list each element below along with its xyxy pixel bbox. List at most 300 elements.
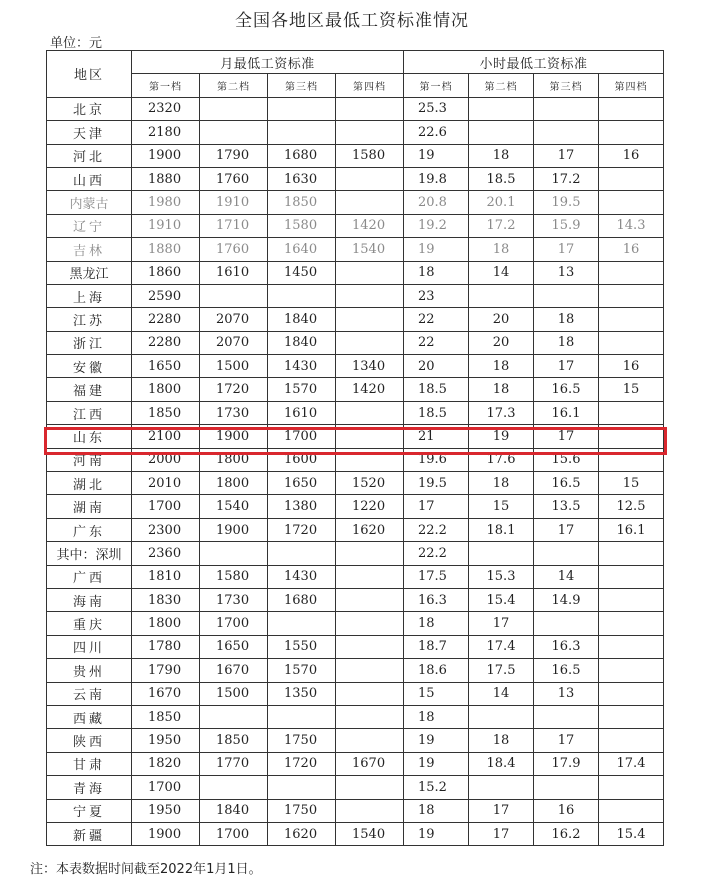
hourly-tier-1-cell: 19 bbox=[404, 729, 469, 752]
monthly-tier-4-cell: 1670 bbox=[336, 752, 404, 775]
hourly-tier-2-cell: 18 bbox=[469, 144, 534, 167]
hourly-tier-3-cell bbox=[534, 776, 599, 799]
hourly-tier-4-cell bbox=[599, 401, 664, 424]
hourly-tier-1-cell: 22.2 bbox=[404, 542, 469, 565]
hourly-tier-1-cell: 18.7 bbox=[404, 635, 469, 658]
monthly-tier-1-header: 第一档 bbox=[132, 74, 200, 97]
hourly-tier-2-cell: 18 bbox=[469, 472, 534, 495]
hourly-tier-4-cell bbox=[599, 635, 664, 658]
monthly-tier-4-cell bbox=[336, 401, 404, 424]
hourly-tier-4-cell: 16 bbox=[599, 238, 664, 261]
hourly-tier-4-cell bbox=[599, 588, 664, 611]
hourly-tier-3-cell bbox=[534, 284, 599, 307]
hourly-tier-3-cell: 14 bbox=[534, 565, 599, 588]
region-cell: 山西 bbox=[47, 167, 132, 190]
region-cell: 福建 bbox=[47, 378, 132, 401]
hourly-tier-1-cell: 18.6 bbox=[404, 659, 469, 682]
monthly-tier-3-cell: 1600 bbox=[268, 448, 336, 471]
monthly-tier-4-cell bbox=[336, 682, 404, 705]
table-row bbox=[47, 472, 664, 495]
region-cell: 重庆 bbox=[47, 612, 132, 635]
monthly-tier-1-cell: 1850 bbox=[132, 401, 200, 424]
hourly-tier-1-cell: 17 bbox=[404, 495, 469, 518]
monthly-tier-3-cell: 1570 bbox=[268, 378, 336, 401]
monthly-tier-1-cell: 1670 bbox=[132, 682, 200, 705]
region-cell: 新疆 bbox=[47, 822, 132, 845]
monthly-tier-4-cell bbox=[336, 729, 404, 752]
min-wage-table bbox=[46, 50, 664, 846]
monthly-tier-1-cell: 1880 bbox=[132, 167, 200, 190]
hourly-tier-4-cell bbox=[599, 705, 664, 728]
monthly-tier-2-cell: 1540 bbox=[200, 495, 268, 518]
region-cell: 天津 bbox=[47, 121, 132, 144]
region-cell: 江西 bbox=[47, 401, 132, 424]
monthly-tier-3-cell: 1580 bbox=[268, 214, 336, 237]
monthly-tier-4-cell bbox=[336, 191, 404, 214]
monthly-tier-3-cell bbox=[268, 97, 336, 120]
hourly-tier-3-cell: 17 bbox=[534, 518, 599, 541]
monthly-tier-4-cell bbox=[336, 542, 404, 565]
hourly-tier-1-cell: 20.8 bbox=[404, 191, 469, 214]
monthly-tier-2-cell: 2070 bbox=[200, 308, 268, 331]
monthly-tier-3-cell: 1720 bbox=[268, 518, 336, 541]
hourly-tier-4-cell: 16 bbox=[599, 355, 664, 378]
monthly-tier-2-cell: 1770 bbox=[200, 752, 268, 775]
hourly-tier-2-header: 第二档 bbox=[469, 74, 534, 97]
region-cell: 浙江 bbox=[47, 331, 132, 354]
monthly-tier-1-cell: 1900 bbox=[132, 822, 200, 845]
monthly-tier-3-cell bbox=[268, 121, 336, 144]
hourly-tier-2-cell: 18.1 bbox=[469, 518, 534, 541]
hourly-tier-3-cell: 13 bbox=[534, 261, 599, 284]
table-row bbox=[47, 121, 664, 144]
hourly-tier-3-cell: 16.5 bbox=[534, 472, 599, 495]
hourly-tier-3-cell: 16.1 bbox=[534, 401, 599, 424]
hourly-tier-4-cell bbox=[599, 612, 664, 635]
region-cell: 甘肃 bbox=[47, 752, 132, 775]
hourly-tier-2-cell: 17.4 bbox=[469, 635, 534, 658]
table-row bbox=[47, 565, 664, 588]
monthly-tier-4-header: 第四档 bbox=[336, 74, 404, 97]
hourly-tier-3-cell: 16.3 bbox=[534, 635, 599, 658]
monthly-tier-3-cell: 1840 bbox=[268, 308, 336, 331]
monthly-tier-4-cell bbox=[336, 308, 404, 331]
hourly-tier-4-cell bbox=[599, 121, 664, 144]
page-title: 全国各地区最低工资标准情况 bbox=[235, 11, 469, 31]
monthly-tier-1-cell: 1790 bbox=[132, 659, 200, 682]
monthly-tier-4-cell: 1580 bbox=[336, 144, 404, 167]
hourly-tier-2-cell: 15 bbox=[469, 495, 534, 518]
monthly-tier-4-cell bbox=[336, 612, 404, 635]
table-row bbox=[47, 401, 664, 424]
monthly-tier-1-cell: 1810 bbox=[132, 565, 200, 588]
hourly-tier-2-cell bbox=[469, 284, 534, 307]
monthly-tier-2-cell: 1790 bbox=[200, 144, 268, 167]
monthly-tier-1-cell: 2100 bbox=[132, 425, 200, 448]
hourly-tier-1-cell: 18.5 bbox=[404, 378, 469, 401]
hourly-tier-2-cell: 17.5 bbox=[469, 659, 534, 682]
hourly-tier-2-cell: 20 bbox=[469, 331, 534, 354]
hourly-tier-2-cell: 18.4 bbox=[469, 752, 534, 775]
table-row bbox=[47, 448, 664, 471]
monthly-tier-2-cell: 1760 bbox=[200, 238, 268, 261]
monthly-tier-2-cell: 1910 bbox=[200, 191, 268, 214]
unit-label: 单位：元 bbox=[50, 36, 103, 51]
hourly-tier-3-cell: 17 bbox=[534, 144, 599, 167]
hourly-tier-4-cell: 15 bbox=[599, 472, 664, 495]
table-row bbox=[47, 612, 664, 635]
region-cell: 江苏 bbox=[47, 308, 132, 331]
hourly-tier-1-cell: 19 bbox=[404, 238, 469, 261]
monthly-tier-3-cell: 1350 bbox=[268, 682, 336, 705]
monthly-tier-4-cell bbox=[336, 659, 404, 682]
table-row bbox=[47, 682, 664, 705]
monthly-tier-4-cell: 1420 bbox=[336, 378, 404, 401]
monthly-tier-4-cell: 1220 bbox=[336, 495, 404, 518]
hourly-tier-3-cell: 17 bbox=[534, 355, 599, 378]
region-cell: 河南 bbox=[47, 448, 132, 471]
hourly-tier-4-cell bbox=[599, 729, 664, 752]
monthly-tier-2-cell bbox=[200, 542, 268, 565]
hourly-tier-2-cell: 17.3 bbox=[469, 401, 534, 424]
region-cell: 陕西 bbox=[47, 729, 132, 752]
hourly-tier-3-cell bbox=[534, 612, 599, 635]
hourly-tier-2-cell: 18 bbox=[469, 378, 534, 401]
region-cell: 云南 bbox=[47, 682, 132, 705]
monthly-tier-4-cell bbox=[336, 776, 404, 799]
monthly-tier-3-cell bbox=[268, 612, 336, 635]
monthly-tier-4-cell bbox=[336, 425, 404, 448]
region-cell: 安徽 bbox=[47, 355, 132, 378]
monthly-tier-2-cell bbox=[200, 284, 268, 307]
hourly-tier-4-cell: 16 bbox=[599, 144, 664, 167]
hourly-tier-3-cell: 13 bbox=[534, 682, 599, 705]
monthly-tier-4-cell bbox=[336, 705, 404, 728]
monthly-tier-1-cell: 1950 bbox=[132, 729, 200, 752]
table-row bbox=[47, 495, 664, 518]
monthly-tier-4-cell: 1420 bbox=[336, 214, 404, 237]
hourly-tier-4-cell bbox=[599, 682, 664, 705]
monthly-tier-4-cell bbox=[336, 167, 404, 190]
monthly-tier-3-cell: 1700 bbox=[268, 425, 336, 448]
hourly-tier-4-cell bbox=[599, 167, 664, 190]
table-row bbox=[47, 308, 664, 331]
monthly-tier-1-cell: 1860 bbox=[132, 261, 200, 284]
monthly-tier-1-cell: 2590 bbox=[132, 284, 200, 307]
region-cell: 贵州 bbox=[47, 659, 132, 682]
monthly-tier-1-cell: 2000 bbox=[132, 448, 200, 471]
hourly-tier-2-cell: 18 bbox=[469, 729, 534, 752]
table-row bbox=[47, 799, 664, 822]
hourly-tier-1-cell: 16.3 bbox=[404, 588, 469, 611]
hourly-tier-2-cell bbox=[469, 542, 534, 565]
monthly-tier-3-cell: 1620 bbox=[268, 822, 336, 845]
hourly-tier-2-cell: 17 bbox=[469, 799, 534, 822]
table-row bbox=[47, 542, 664, 565]
monthly-tier-2-cell: 1760 bbox=[200, 167, 268, 190]
hourly-tier-4-cell: 15.4 bbox=[599, 822, 664, 845]
hourly-tier-2-cell bbox=[469, 776, 534, 799]
region-cell: 海南 bbox=[47, 588, 132, 611]
monthly-tier-1-cell: 1980 bbox=[132, 191, 200, 214]
hourly-tier-3-cell: 16.5 bbox=[534, 659, 599, 682]
table-row bbox=[47, 776, 664, 799]
table-body bbox=[47, 97, 664, 846]
monthly-tier-4-cell: 1540 bbox=[336, 822, 404, 845]
monthly-tier-2-cell: 1800 bbox=[200, 472, 268, 495]
hourly-tier-2-cell: 14 bbox=[469, 682, 534, 705]
hourly-tier-2-cell bbox=[469, 121, 534, 144]
monthly-tier-2-cell: 1670 bbox=[200, 659, 268, 682]
hourly-tier-2-cell: 19 bbox=[469, 425, 534, 448]
hourly-tier-4-cell bbox=[599, 308, 664, 331]
hourly-tier-3-cell: 17.2 bbox=[534, 167, 599, 190]
hourly-tier-1-cell: 22 bbox=[404, 331, 469, 354]
region-header: 地区 bbox=[47, 51, 132, 98]
region-cell: 广西 bbox=[47, 565, 132, 588]
monthly-tier-1-cell: 2300 bbox=[132, 518, 200, 541]
monthly-tier-2-cell: 1730 bbox=[200, 588, 268, 611]
table-row bbox=[47, 822, 664, 845]
monthly-tier-3-header: 第三档 bbox=[268, 74, 336, 97]
region-cell: 青海 bbox=[47, 776, 132, 799]
monthly-tier-3-cell: 1750 bbox=[268, 799, 336, 822]
table-row bbox=[47, 144, 664, 167]
hourly-tier-4-cell: 14.3 bbox=[599, 214, 664, 237]
hourly-tier-4-cell bbox=[599, 659, 664, 682]
monthly-tier-2-cell: 1900 bbox=[200, 425, 268, 448]
table-row bbox=[47, 331, 664, 354]
monthly-tier-3-cell: 1610 bbox=[268, 401, 336, 424]
table-row bbox=[47, 261, 664, 284]
hourly-tier-4-cell bbox=[599, 776, 664, 799]
hourly-tier-1-cell: 25.3 bbox=[404, 97, 469, 120]
hourly-tier-4-cell bbox=[599, 97, 664, 120]
hourly-tier-3-cell bbox=[534, 97, 599, 120]
monthly-tier-1-cell: 1800 bbox=[132, 612, 200, 635]
monthly-tier-1-cell: 2320 bbox=[132, 97, 200, 120]
header-row-tiers bbox=[47, 74, 664, 97]
monthly-tier-1-cell: 1780 bbox=[132, 635, 200, 658]
hourly-tier-1-cell: 19 bbox=[404, 144, 469, 167]
hourly-tier-2-cell bbox=[469, 705, 534, 728]
monthly-tier-2-cell bbox=[200, 776, 268, 799]
table-row bbox=[47, 191, 664, 214]
monthly-tier-1-cell: 1800 bbox=[132, 378, 200, 401]
hourly-tier-1-cell: 18.5 bbox=[404, 401, 469, 424]
monthly-tier-3-cell bbox=[268, 705, 336, 728]
region-cell: 宁夏 bbox=[47, 799, 132, 822]
monthly-tier-1-cell: 1650 bbox=[132, 355, 200, 378]
monthly-tier-2-cell: 1850 bbox=[200, 729, 268, 752]
region-cell: 广东 bbox=[47, 518, 132, 541]
monthly-tier-4-cell: 1340 bbox=[336, 355, 404, 378]
hourly-tier-2-cell bbox=[469, 97, 534, 120]
hourly-tier-1-cell: 19 bbox=[404, 752, 469, 775]
hourly-tier-3-cell: 15.9 bbox=[534, 214, 599, 237]
hourly-tier-1-cell: 22 bbox=[404, 308, 469, 331]
monthly-tier-4-cell bbox=[336, 331, 404, 354]
hourly-tier-4-cell: 16.1 bbox=[599, 518, 664, 541]
region-cell: 山东 bbox=[47, 425, 132, 448]
monthly-tier-1-cell: 2010 bbox=[132, 472, 200, 495]
monthly-tier-1-cell: 1950 bbox=[132, 799, 200, 822]
monthly-tier-1-cell: 2180 bbox=[132, 121, 200, 144]
monthly-tier-3-cell bbox=[268, 542, 336, 565]
hourly-tier-2-cell: 20.1 bbox=[469, 191, 534, 214]
hourly-tier-4-cell bbox=[599, 284, 664, 307]
hourly-tier-4-cell: 17.4 bbox=[599, 752, 664, 775]
monthly-tier-3-cell: 1380 bbox=[268, 495, 336, 518]
monthly-tier-3-cell: 1450 bbox=[268, 261, 336, 284]
hourly-tier-2-cell: 17.2 bbox=[469, 214, 534, 237]
table-row bbox=[47, 588, 664, 611]
region-cell: 内蒙古 bbox=[47, 191, 132, 214]
table-row bbox=[47, 97, 664, 120]
monthly-tier-3-cell: 1650 bbox=[268, 472, 336, 495]
hourly-tier-4-cell: 12.5 bbox=[599, 495, 664, 518]
hourly-tier-4-cell bbox=[599, 425, 664, 448]
hourly-tier-3-cell: 17.9 bbox=[534, 752, 599, 775]
monthly-tier-4-cell: 1540 bbox=[336, 238, 404, 261]
region-cell: 其中：深圳 bbox=[47, 542, 132, 565]
monthly-tier-4-cell bbox=[336, 799, 404, 822]
monthly-tier-4-cell: 1520 bbox=[336, 472, 404, 495]
hourly-tier-1-cell: 19.6 bbox=[404, 448, 469, 471]
region-cell: 湖南 bbox=[47, 495, 132, 518]
table-row bbox=[47, 705, 664, 728]
monthly-tier-3-cell: 1750 bbox=[268, 729, 336, 752]
hourly-tier-1-cell: 22.2 bbox=[404, 518, 469, 541]
hourly-tier-2-cell: 15.3 bbox=[469, 565, 534, 588]
hourly-tier-3-cell bbox=[534, 705, 599, 728]
monthly-tier-2-cell: 1710 bbox=[200, 214, 268, 237]
monthly-tier-2-cell: 1500 bbox=[200, 355, 268, 378]
monthly-tier-3-cell: 1680 bbox=[268, 588, 336, 611]
monthly-tier-4-cell bbox=[336, 284, 404, 307]
monthly-tier-3-cell: 1430 bbox=[268, 565, 336, 588]
monthly-tier-2-cell bbox=[200, 97, 268, 120]
table-row bbox=[47, 729, 664, 752]
hourly-tier-3-cell bbox=[534, 121, 599, 144]
monthly-tier-2-cell: 2070 bbox=[200, 331, 268, 354]
monthly-tier-1-cell: 1900 bbox=[132, 144, 200, 167]
hourly-tier-2-cell: 17 bbox=[469, 612, 534, 635]
monthly-tier-2-cell bbox=[200, 121, 268, 144]
region-cell: 湖北 bbox=[47, 472, 132, 495]
monthly-tier-4-cell bbox=[336, 635, 404, 658]
table-row bbox=[47, 518, 664, 541]
monthly-tier-4-cell bbox=[336, 121, 404, 144]
region-cell: 上海 bbox=[47, 284, 132, 307]
hourly-tier-1-cell: 19.5 bbox=[404, 472, 469, 495]
monthly-tier-3-cell bbox=[268, 776, 336, 799]
hourly-tier-3-cell: 19.5 bbox=[534, 191, 599, 214]
hourly-tier-1-cell: 19.2 bbox=[404, 214, 469, 237]
table-row bbox=[47, 284, 664, 307]
hourly-tier-2-cell: 15.4 bbox=[469, 588, 534, 611]
monthly-tier-4-cell bbox=[336, 448, 404, 471]
table-row bbox=[47, 214, 664, 237]
monthly-tier-2-cell bbox=[200, 705, 268, 728]
monthly-tier-3-cell: 1840 bbox=[268, 331, 336, 354]
monthly-tier-3-cell: 1850 bbox=[268, 191, 336, 214]
table-row bbox=[47, 355, 664, 378]
header-row-groups bbox=[47, 51, 664, 74]
hourly-tier-2-cell: 18 bbox=[469, 238, 534, 261]
monthly-tier-4-cell: 1620 bbox=[336, 518, 404, 541]
monthly-tier-4-cell bbox=[336, 97, 404, 120]
region-cell: 辽宁 bbox=[47, 214, 132, 237]
monthly-tier-1-cell: 1700 bbox=[132, 495, 200, 518]
hourly-tier-3-cell: 15.6 bbox=[534, 448, 599, 471]
monthly-tier-2-cell: 1610 bbox=[200, 261, 268, 284]
monthly-tier-2-cell: 1580 bbox=[200, 565, 268, 588]
hourly-tier-1-cell: 21 bbox=[404, 425, 469, 448]
hourly-tier-4-cell bbox=[599, 191, 664, 214]
hourly-tier-2-cell: 18.5 bbox=[469, 167, 534, 190]
hourly-tier-3-cell bbox=[534, 542, 599, 565]
monthly-tier-2-cell: 1900 bbox=[200, 518, 268, 541]
hourly-tier-4-cell bbox=[599, 542, 664, 565]
hourly-tier-1-cell: 18 bbox=[404, 705, 469, 728]
hourly-tier-3-cell: 14.9 bbox=[534, 588, 599, 611]
monthly-tier-3-cell: 1720 bbox=[268, 752, 336, 775]
region-cell: 吉林 bbox=[47, 238, 132, 261]
hourly-tier-3-cell: 16 bbox=[534, 799, 599, 822]
hourly-tier-4-cell bbox=[599, 448, 664, 471]
table-row bbox=[47, 167, 664, 190]
table-row bbox=[47, 378, 664, 401]
hourly-header: 小时最低工资标准 bbox=[404, 51, 664, 74]
hourly-tier-4-header: 第四档 bbox=[599, 74, 664, 97]
monthly-tier-4-cell bbox=[336, 261, 404, 284]
hourly-tier-1-cell: 19.8 bbox=[404, 167, 469, 190]
hourly-tier-1-cell: 18 bbox=[404, 799, 469, 822]
monthly-tier-4-cell bbox=[336, 588, 404, 611]
monthly-tier-1-cell: 1850 bbox=[132, 705, 200, 728]
monthly-tier-1-cell: 2280 bbox=[132, 331, 200, 354]
hourly-tier-3-cell: 18 bbox=[534, 308, 599, 331]
monthly-tier-3-cell: 1680 bbox=[268, 144, 336, 167]
hourly-tier-1-cell: 18 bbox=[404, 261, 469, 284]
monthly-tier-4-cell bbox=[336, 565, 404, 588]
hourly-tier-3-cell: 17 bbox=[534, 425, 599, 448]
monthly-tier-1-cell: 1820 bbox=[132, 752, 200, 775]
hourly-tier-2-cell: 17 bbox=[469, 822, 534, 845]
hourly-tier-1-cell: 17.5 bbox=[404, 565, 469, 588]
footnote: 注：本表数据时间截至2022年1月1日。 bbox=[30, 862, 262, 877]
monthly-tier-1-cell: 1880 bbox=[132, 238, 200, 261]
monthly-tier-2-cell: 1720 bbox=[200, 378, 268, 401]
monthly-tier-3-cell bbox=[268, 284, 336, 307]
hourly-tier-1-cell: 23 bbox=[404, 284, 469, 307]
hourly-tier-2-cell: 18 bbox=[469, 355, 534, 378]
monthly-tier-3-cell: 1640 bbox=[268, 238, 336, 261]
monthly-tier-1-cell: 2280 bbox=[132, 308, 200, 331]
hourly-tier-1-cell: 22.6 bbox=[404, 121, 469, 144]
table-row bbox=[47, 238, 664, 261]
monthly-tier-3-cell: 1430 bbox=[268, 355, 336, 378]
hourly-tier-4-cell bbox=[599, 565, 664, 588]
monthly-tier-2-cell: 1800 bbox=[200, 448, 268, 471]
hourly-tier-3-header: 第三档 bbox=[534, 74, 599, 97]
hourly-tier-2-cell: 14 bbox=[469, 261, 534, 284]
monthly-tier-2-cell: 1700 bbox=[200, 822, 268, 845]
monthly-tier-1-cell: 1830 bbox=[132, 588, 200, 611]
hourly-tier-3-cell: 17 bbox=[534, 729, 599, 752]
monthly-tier-2-cell: 1700 bbox=[200, 612, 268, 635]
